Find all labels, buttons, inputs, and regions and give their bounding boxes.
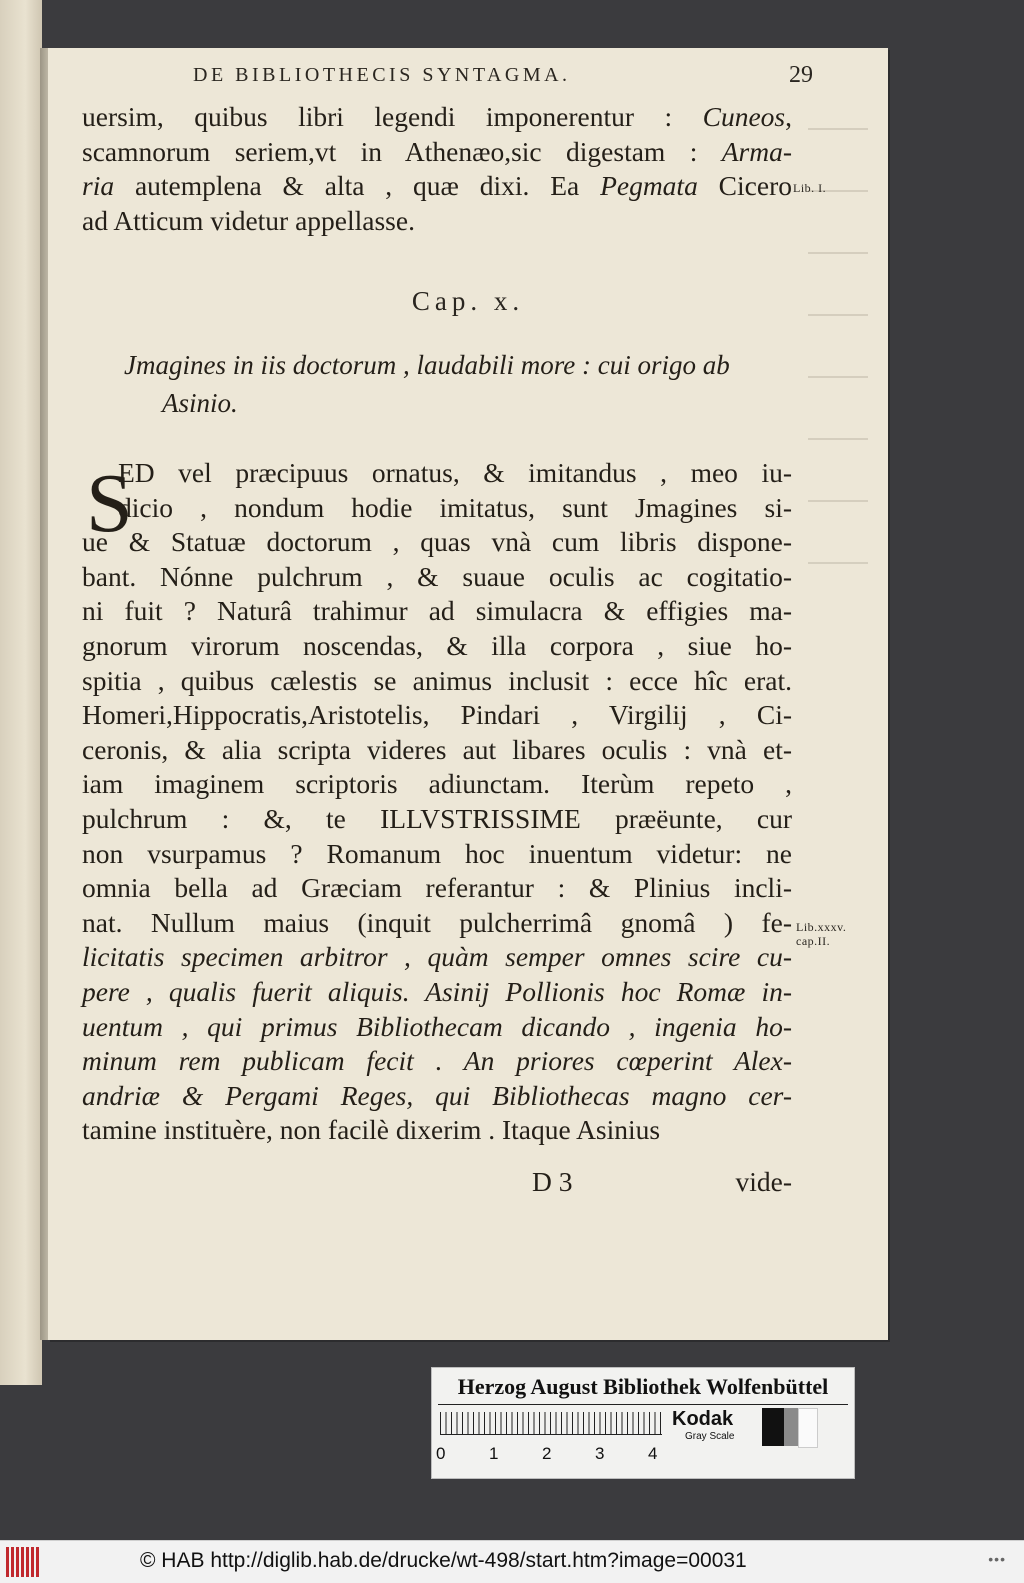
text-line: iam imaginem scriptoris adiunctam. Iterùm repeto , (82, 768, 792, 800)
facing-page-edge (0, 0, 42, 1385)
text-line: andriæ & Pergami Reges, qui Bibliothecas magno cer- (82, 1079, 792, 1111)
permalink-text[interactable]: © HAB http://diglib.hab.de/drucke/wt-498/start.htm?image=00031 (140, 1549, 747, 1572)
text-line: uentum , qui primus Bibliothecam dicando , ingenia ho- (82, 1010, 792, 1042)
text-line: spitia , quibus cælestis se animus inclusit : ecce hîc erat. (82, 664, 792, 696)
chapter-summary-line: Asinio. (162, 388, 238, 418)
drop-cap: S (86, 457, 133, 550)
gray-patch-white (798, 1408, 818, 1448)
text-line: non vsurpamus ? Romanum hoc inuentum videtur: ne (82, 837, 792, 869)
text-line: nat. Nullum maius (inquit pulcherrimâ gnomâ ) fe- (82, 906, 792, 938)
text-line: pulchrum : &, te ILLVSTRISSIME præëunte, cur (82, 802, 792, 834)
kodak-logo: Kodak (672, 1408, 734, 1430)
hab-logo-icon[interactable] (6, 1547, 46, 1577)
running-head (193, 64, 813, 87)
text-line: Homeri,Hippocratis,Aristotelis, Pindari , Virgilij , Ci- (82, 699, 792, 731)
chapter-summary-line: Jmagines in iis doctorum , laudabili more : cui origo ab (124, 350, 730, 380)
text-line: ue & Statuæ doctorum , quas vnà cum libris dispone- (82, 526, 792, 558)
ruler-label: 4 (648, 1444, 658, 1463)
continued-paragraph (82, 100, 792, 238)
more-menu-icon[interactable]: ••• (988, 1551, 1006, 1567)
chapter-summary (124, 346, 784, 422)
library-name: Herzog August Bibliothek Wolfenbüttel (457, 1374, 829, 1399)
text-line: dicio , nondum hodie imitatus, sunt Jmagines si- (118, 491, 792, 523)
text-line: ad Atticum videtur appellasse. (82, 204, 415, 236)
gray-patch-mid (784, 1408, 798, 1446)
ruler-label: 2 (542, 1444, 552, 1463)
text-line: ED vel præcipuus ornatus, & imitandus , meo iu- (118, 457, 792, 488)
signature-mark: D 3 (532, 1166, 573, 1197)
text-line: uersim, quibus libri legendi imponerentur : Cuneos, (82, 101, 792, 132)
page-number: 29 (789, 62, 813, 88)
text-line: licitatis specimen arbitror , quàm semper omnes scire cu- (82, 941, 792, 973)
text-line: ni fuit ? Naturâ trahimur ad simulacra & effigies ma- (82, 595, 792, 627)
text-line: bant. Nónne pulchrum , & suaue oculis ac cogitatio- (82, 560, 792, 592)
text-line: omnia bella ad Græciam referantur : & Plinius incli- (82, 872, 792, 904)
gray-scale-label: Gray Scale (685, 1431, 735, 1442)
divider (438, 1404, 848, 1405)
book-page (48, 48, 888, 1340)
text-line: gnorum virorum noscendas, & illa corpora , siue ho- (82, 629, 792, 661)
catch-line (82, 1166, 792, 1200)
catchword: vide- (735, 1166, 792, 1197)
color-calibration-target (431, 1367, 855, 1479)
ruler-labels (432, 1444, 672, 1464)
chapter-heading: Cap. x. (411, 286, 525, 316)
margin-note: Lib.xxxv. cap.II. (796, 920, 847, 948)
footer-bar (0, 1540, 1024, 1583)
ruler-label: 1 (489, 1444, 499, 1463)
show-through-bleed (808, 128, 878, 1128)
text-line: ria autemplena & alta , quæ dixi. Ea Pegmata Cicero (82, 170, 792, 202)
ruler-label: 3 (595, 1444, 605, 1463)
ruler-label: 0 (436, 1444, 446, 1463)
running-head-title: DE BIBLIOTHECIS SYNTAGMA. (193, 64, 571, 86)
scale-ruler (440, 1412, 662, 1434)
text-line: minum rem publicam fecit . An priores cœperint Alex- (82, 1045, 792, 1077)
text-line: scamnorum seriem,vt in Athenæo,sic digestam : Arma- (82, 135, 792, 167)
text-line: pere , qualis fuerit aliquis. Asinij Pollionis hoc Romæ in- (82, 975, 792, 1007)
body-paragraph (82, 456, 792, 1148)
gray-patch-black (762, 1408, 784, 1446)
text-line: tamine instituère, non facilè dixerim . Itaque Asinius (82, 1114, 661, 1146)
text-line: ceronis, & alia scripta videres aut libares oculis : vnà et- (82, 733, 792, 765)
margin-note: Lib. I. (793, 181, 827, 195)
ruler-baseline (440, 1434, 662, 1435)
ruler-ticks (440, 1412, 662, 1434)
